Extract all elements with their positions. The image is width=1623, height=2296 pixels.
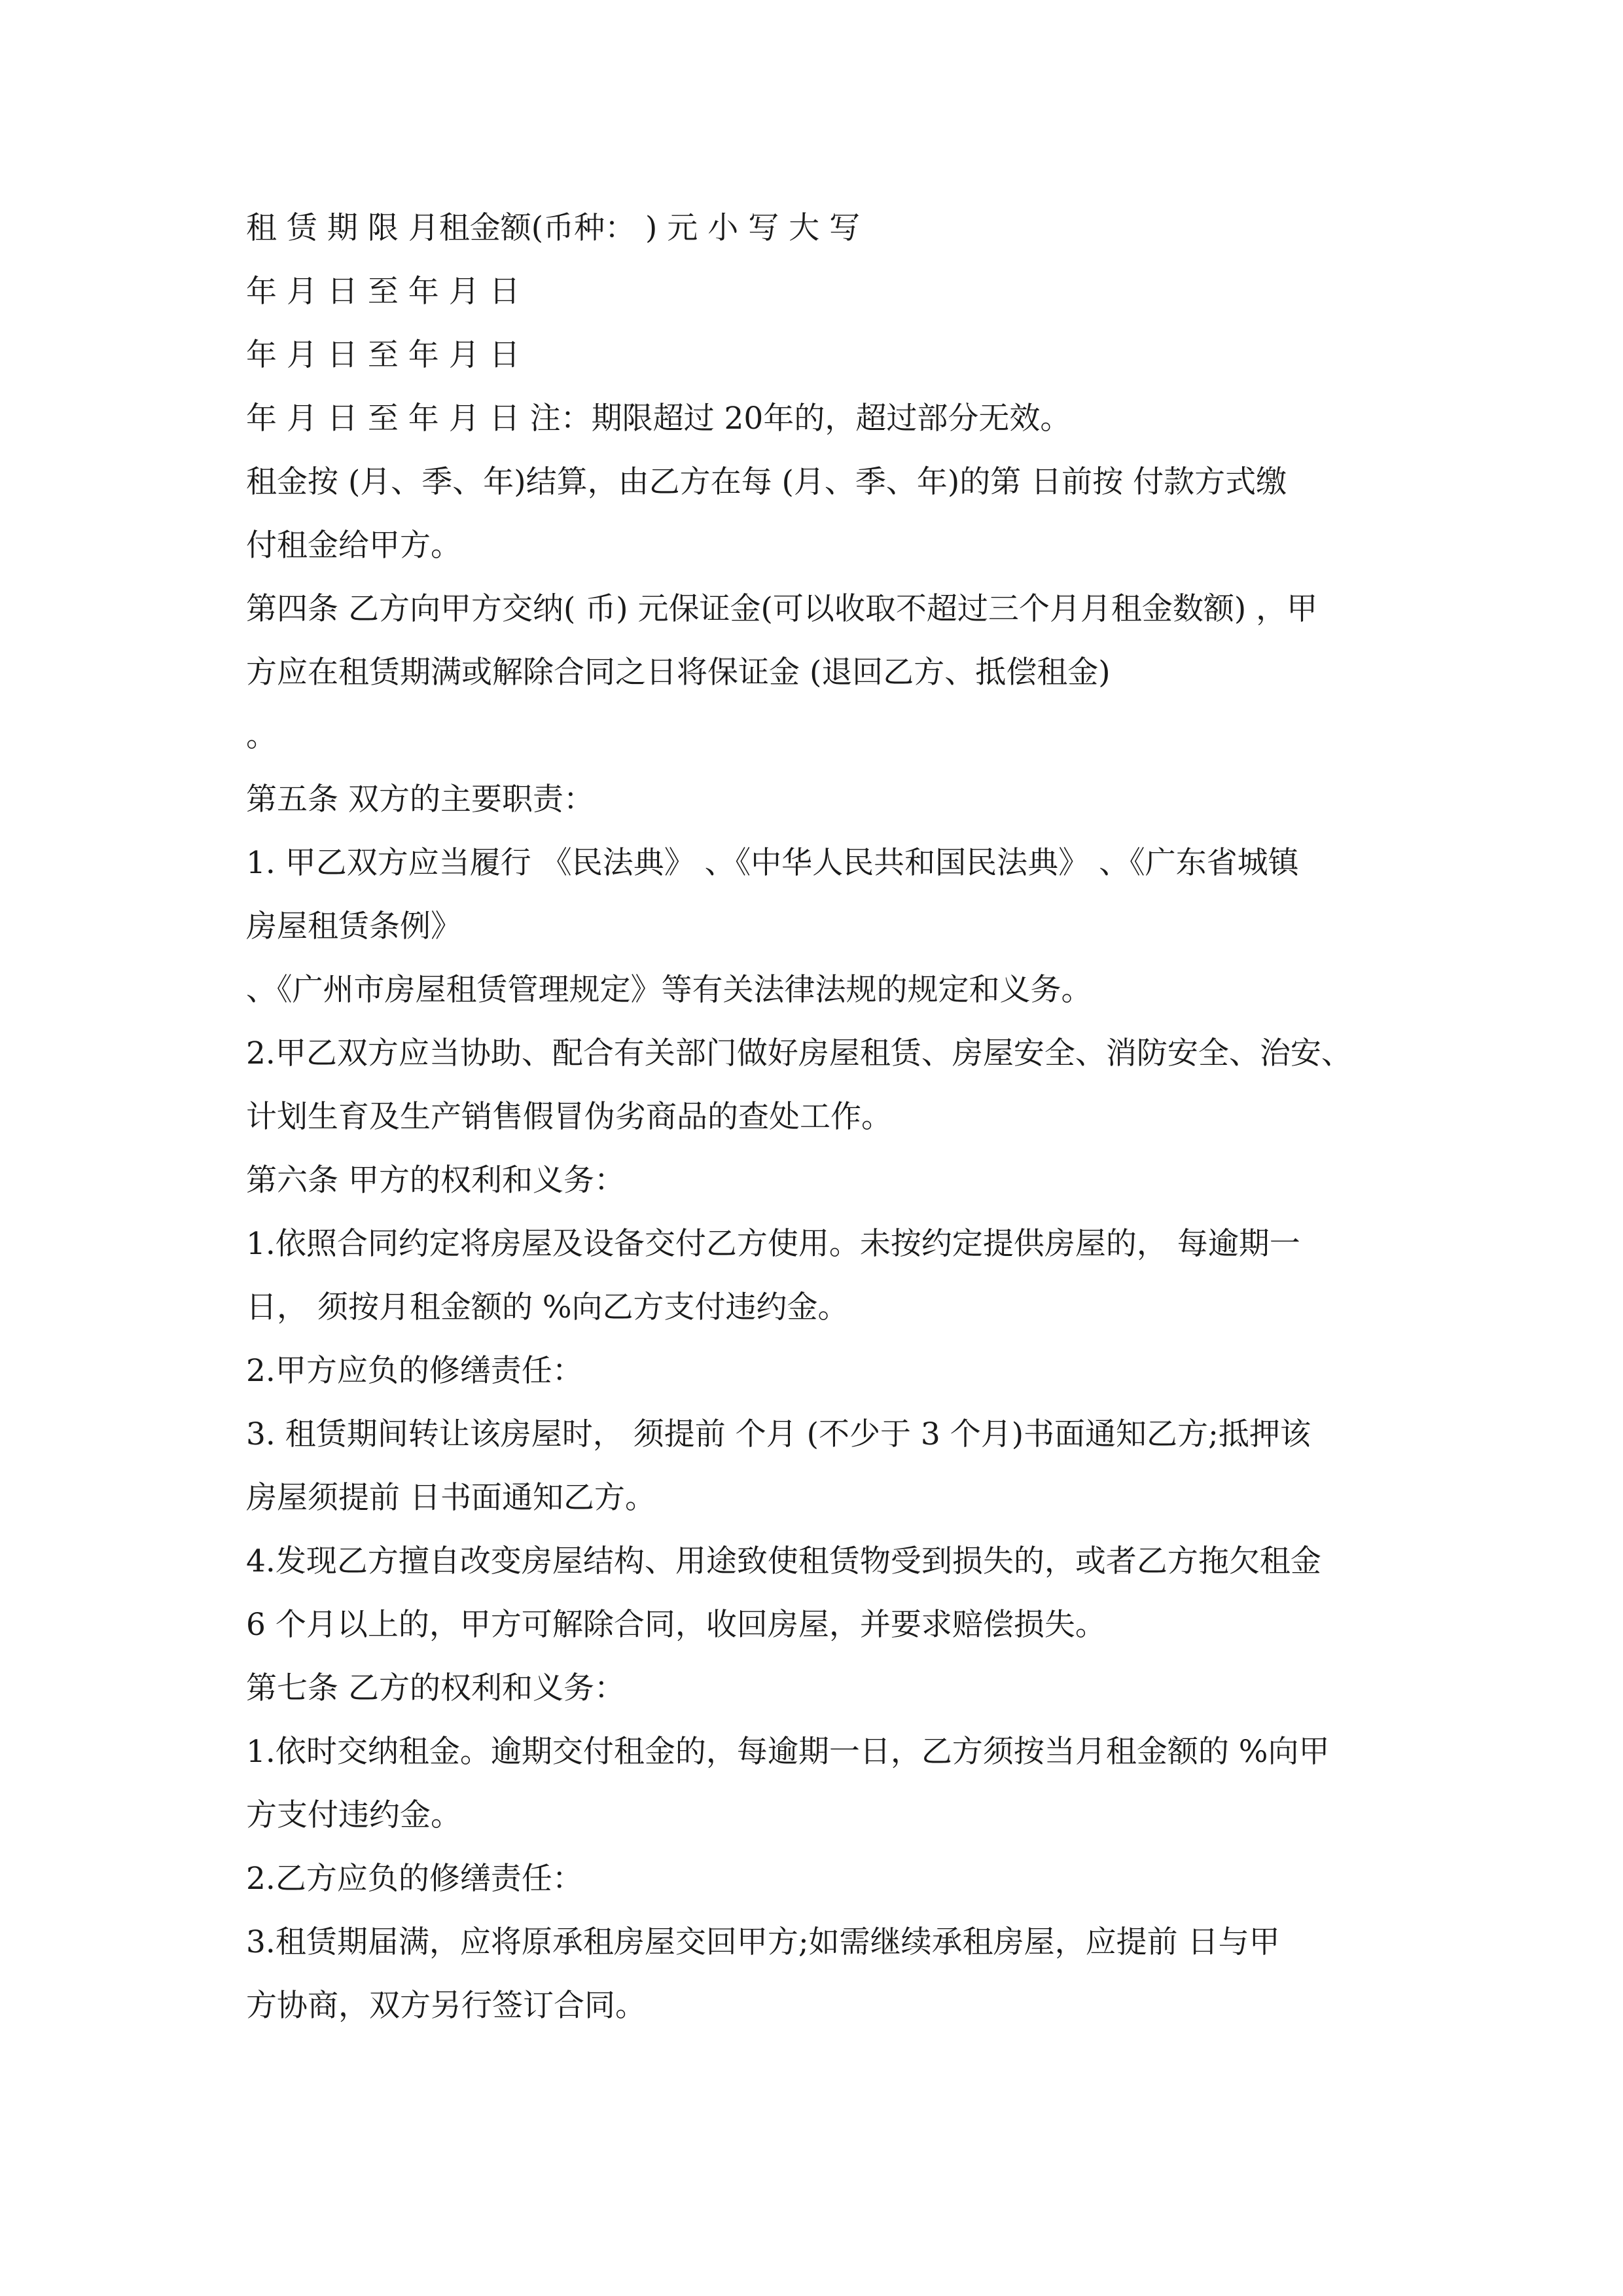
text-line: 2.乙方应负的修缮责任：: [246, 1861, 583, 1897]
article-heading-6: 第六条 甲方的权利和义务：: [246, 1162, 625, 1198]
text-line: 年 月 日 至 年 月 日 注：期限超过 20年的，超过部分无效。: [246, 401, 1071, 437]
text-line: 1.依照合同约定将房屋及设备交付乙方使用。未按约定提供房屋的， 每逾期一: [246, 1226, 1300, 1262]
text-line: 2.甲乙双方应当协助、配合有关部门做好房屋租赁、房屋安全、消防安全、治安、: [246, 1035, 1352, 1071]
text-line: 日， 须按月租金额的 %向乙方支付违约金。: [246, 1289, 849, 1325]
text-line: 1.依时交纳租金。逾期交付租金的，每逾期一日，乙方须按当月租金额的 %向甲: [246, 1734, 1330, 1770]
article-heading-7: 第七条 乙方的权利和义务：: [246, 1670, 625, 1706]
text-line: 、《广州市房屋租赁管理规定》等有关法律法规的规定和义务。: [246, 972, 1092, 1008]
text-line: 2.甲方应负的修缮责任：: [246, 1353, 583, 1389]
text-line: 方应在租赁期满或解除合同之日将保证金 (退回乙方、抵偿租金): [246, 655, 1111, 691]
text-line: 年 月 日 至 年 月 日: [246, 337, 520, 373]
text-line: 方支付违约金。: [246, 1797, 461, 1833]
text-line: 1. 甲乙双方应当履行 《民法典》 、《中华人民共和国民法典》 、《广东省城镇: [246, 845, 1299, 881]
text-line: 年 月 日 至 年 月 日: [246, 274, 520, 310]
document-body: [246, 196, 1424, 2037]
text-line: 计划生育及生产销售假冒伪劣商品的查处工作。: [246, 1099, 892, 1135]
text-line: 付租金给甲方。: [246, 528, 461, 564]
text-line: 租 赁 期 限 月租金额(币种： ) 元 小 写 大 写: [246, 210, 861, 246]
text-line: 租金按 (月、季、年)结算，由乙方在每 (月、季、年)的第 日前按 付款方式缴: [246, 464, 1287, 500]
text-line: 。: [246, 718, 277, 754]
text-line: 6 个月以上的，甲方可解除合同，收回房屋，并要求赔偿损失。: [246, 1607, 1106, 1643]
text-line: 4.发现乙方擅自改变房屋结构、用途致使租赁物受到损失的，或者乙方拖欠租金: [246, 1543, 1321, 1579]
article-heading-5: 第五条 双方的主要职责：: [246, 781, 594, 817]
text-line: 房屋租赁条例》: [246, 908, 461, 944]
text-line: 3.租赁期届满，应将原承租房屋交回甲方;如需继续承租房屋，应提前 日与甲: [246, 1924, 1280, 1960]
text-line: 方协商，双方另行签订合同。: [246, 1988, 646, 2024]
article-heading-4: 第四条 乙方向甲方交纳( 币) 元保证金(可以收取不超过三个月月租金数额) ，甲: [246, 591, 1318, 627]
text-line: 3. 租赁期间转让该房屋时， 须提前 个月 (不少于 3 个月)书面通知乙方;抵押该: [246, 1416, 1311, 1452]
text-line: 房屋须提前 日书面通知乙方。: [246, 1480, 656, 1516]
